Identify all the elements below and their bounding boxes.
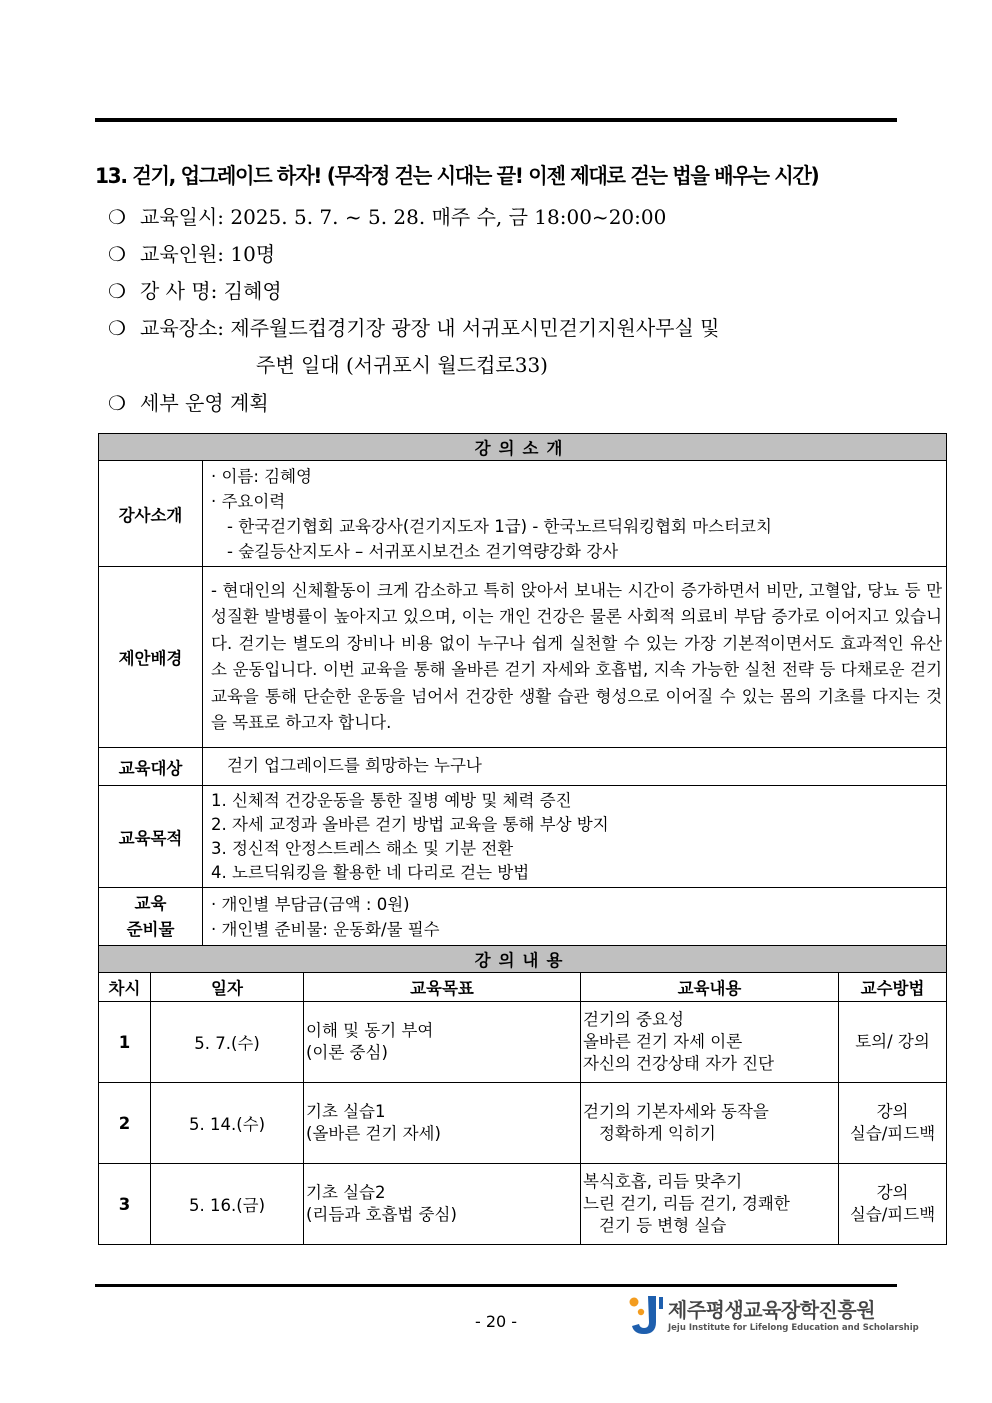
- session-content-line: 정확하게 익히기: [599, 1124, 716, 1143]
- goal-label: 교육목적: [99, 786, 203, 888]
- session-content: [581, 1164, 839, 1245]
- bullet-icon: ❍: [108, 316, 126, 340]
- session-content-line: 걷기 등 변형 실습: [599, 1216, 727, 1235]
- info-instructor-text: 강 사 명: 김혜영: [140, 279, 282, 303]
- session-method: [839, 1083, 947, 1164]
- prep-label-line: 교육: [134, 893, 167, 913]
- bullet-icon: ❍: [108, 242, 126, 266]
- goal-item: 4. 노르딕워킹을 활용한 네 다리로 걷는 방법: [211, 862, 530, 882]
- prep-item: · 개인별 준비물: 운동화/물 필수: [211, 919, 440, 939]
- session-goal-line: (올바른 걷기 자세): [306, 1124, 441, 1143]
- background-text: - 현대인의 신체활동이 크게 감소하고 특히 앉아서 보내는 시간이 증가하면서 비만, 고혈압, 당뇨 등 만성질환 발병률이 높아지고 있으며, 이는 개인 건강은 물론 사회적 의료비 부담 증가로 이어지고 있습니다. 걷기는 별도의 장비나 비용 없이 누구나 쉽게 실천할 수 있는 가장 기본적이면서도 효과적인 유산소 운동입니다. 이번 교육을 통해 올바른 걷기 자세와 호흡법, 지속 가능한 실천 전략 등 다채로운 걷기교육을 통해 단순한 운동을 넘어서 건강한 생활 습관 형성으로 이어질 수 있는 몸의 기초를 다지는 것을 목표로 하고자 합니다.: [203, 567, 947, 748]
- session-date: 5. 7.(수): [151, 1002, 304, 1083]
- session-goal-line: 기초 실습1: [306, 1102, 386, 1121]
- session-method-line: 실습/피드백: [849, 1205, 936, 1224]
- org-logo-icon: [626, 1292, 666, 1338]
- prep-label-line: 준비물: [126, 919, 175, 939]
- session-content-line: 느린 걷기, 리듬 걷기, 경쾌한: [583, 1194, 790, 1213]
- instructor-history-item: - 한국걷기협회 교육강사(걷기지도자 1급) - 한국노르딕워킹협회 마스터코치: [227, 516, 772, 536]
- session-number: 3: [99, 1164, 151, 1245]
- prep-label: [99, 888, 203, 946]
- info-instructor: [108, 275, 282, 304]
- goal-item: 3. 정신적 안정스트레스 해소 및 기분 전환: [211, 838, 514, 858]
- session-number: 1: [99, 1002, 151, 1083]
- col-session: 차시: [99, 973, 151, 1002]
- session-goal-line: 이해 및 동기 부여: [306, 1021, 434, 1040]
- goal-item: 2. 자세 교정과 올바른 걷기 방법 교육을 통해 부상 방지: [211, 814, 609, 834]
- col-method: 교수방법: [839, 973, 947, 1002]
- session-date: 5. 14.(수): [151, 1083, 304, 1164]
- info-count: [108, 238, 275, 267]
- info-date-text: 교육일시: 2025. 5. 7. ~ 5. 28. 매주 수, 금 18:00~20:00: [140, 205, 667, 229]
- top-rule: [95, 118, 897, 122]
- bullet-icon: ❍: [108, 391, 126, 415]
- session-method: [839, 1164, 947, 1245]
- session-goal: [304, 1002, 581, 1083]
- session-goal: [304, 1164, 581, 1245]
- session-content-line: 올바른 걷기 자세 이론: [583, 1032, 743, 1051]
- instructor-history-item: - 숲길등산지도사 – 서귀포시보건소 걷기역량강화 강사: [227, 541, 619, 561]
- org-name-en: Jeju Institute for Lifelong Education and Scholarship: [668, 1323, 919, 1333]
- bullet-icon: ❍: [108, 205, 126, 229]
- col-date: 일자: [151, 973, 304, 1002]
- session-method-line: 강의: [876, 1183, 909, 1202]
- course-table: [98, 433, 947, 1245]
- bottom-rule: [95, 1284, 897, 1287]
- content-header: 강의내용: [99, 946, 947, 973]
- col-content: 교육내용: [581, 973, 839, 1002]
- col-goal: 교육목표: [304, 973, 581, 1002]
- page-number: - 20 -: [474, 1312, 518, 1331]
- session-content-line: 걷기의 중요성: [583, 1010, 684, 1029]
- info-count-text: 교육인원: 10명: [140, 242, 276, 266]
- background-label: 제안배경: [99, 567, 203, 748]
- instructor-history-title: · 주요이력: [211, 491, 286, 511]
- bullet-icon: ❍: [108, 279, 126, 303]
- session-method-line: 실습/피드백: [849, 1124, 936, 1143]
- section-title: 13. 걷기, 업그레이드 하자! (무작정 걷는 시대는 끝! 이젠 제대로 걷는 법을 배우는 시간): [95, 164, 819, 188]
- instructor-cell: [203, 461, 947, 567]
- prep-cell: [203, 888, 947, 946]
- table-row: [99, 1002, 947, 1083]
- table-row: [99, 1164, 947, 1245]
- intro-header: 강의소개: [99, 434, 947, 461]
- goal-cell: [203, 786, 947, 888]
- org-logo: [626, 1292, 919, 1342]
- info-place: [108, 312, 720, 341]
- session-goal: [304, 1083, 581, 1164]
- session-content-line: 걷기의 기본자세와 동작을: [583, 1102, 769, 1121]
- info-date: [108, 201, 666, 230]
- target-text: 걷기 업그레이드를 희망하는 누구나: [203, 748, 947, 786]
- goal-item: 1. 신체적 건강운동을 통한 질병 예방 및 체력 증진: [211, 790, 572, 810]
- info-place-text: 교육장소: 제주월드컵경기장 광장 내 서귀포시민걷기지원사무실 및: [140, 316, 720, 340]
- info-plan: [108, 387, 269, 416]
- session-date: 5. 16.(금): [151, 1164, 304, 1245]
- session-content: [581, 1083, 839, 1164]
- session-goal-line: (이론 중심): [306, 1043, 388, 1062]
- prep-item: · 개인별 부담금(금액 : 0원): [211, 894, 410, 914]
- session-goal-line: (리듬과 호흡법 중심): [306, 1205, 457, 1224]
- info-place-cont: 주변 일대 (서귀포시 월드컵로33): [256, 353, 548, 377]
- session-content-line: 자신의 건강상태 자가 진단: [583, 1054, 775, 1073]
- session-method-line: 토의/ 강의: [855, 1032, 930, 1051]
- session-content-line: 복식호흡, 리듬 맞추기: [583, 1172, 743, 1191]
- session-method: [839, 1002, 947, 1083]
- info-plan-text: 세부 운영 계획: [140, 391, 269, 415]
- target-label: 교육대상: [99, 748, 203, 786]
- session-method-line: 강의: [876, 1102, 909, 1121]
- session-content: [581, 1002, 839, 1083]
- session-number: 2: [99, 1083, 151, 1164]
- table-row: [99, 1083, 947, 1164]
- session-goal-line: 기초 실습2: [306, 1183, 386, 1202]
- org-name: 제주평생교육장학진흥원: [668, 1298, 876, 1322]
- instructor-label: 강사소개: [99, 461, 203, 567]
- instructor-name: · 이름: 김혜영: [211, 466, 312, 486]
